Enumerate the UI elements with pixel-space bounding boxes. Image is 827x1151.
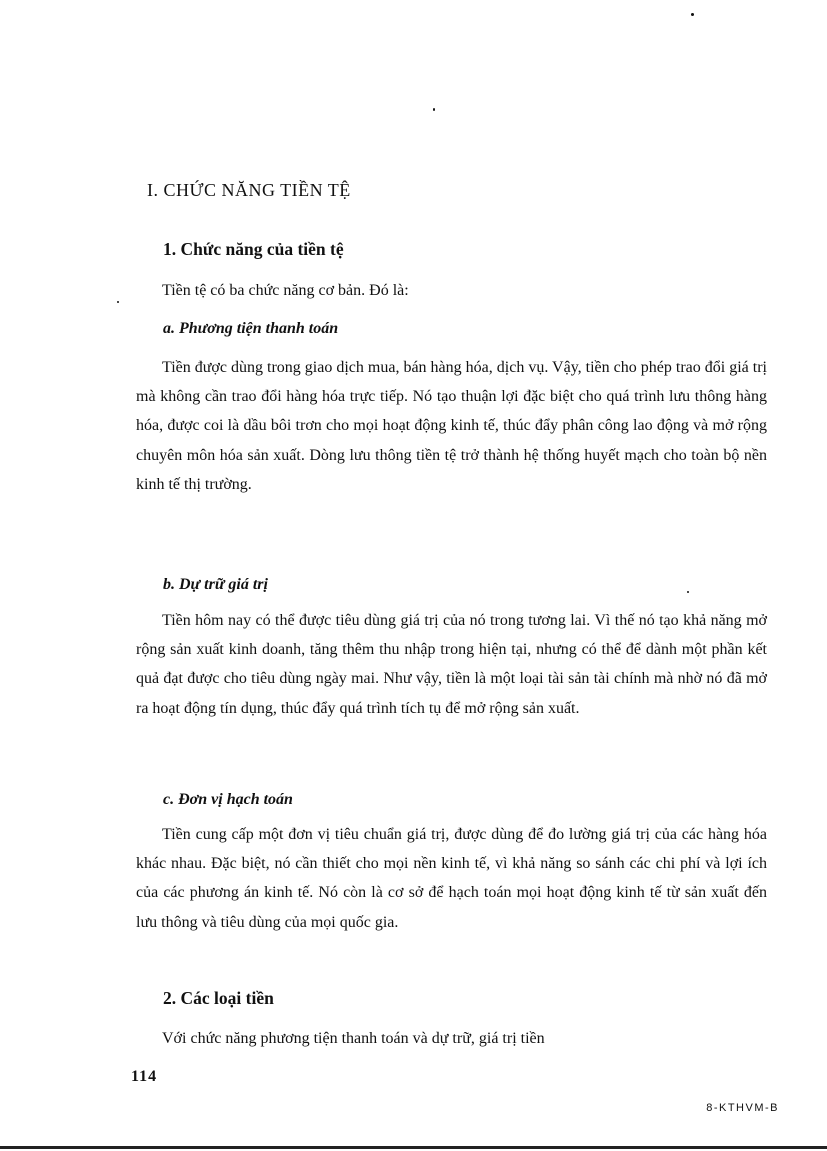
scan-speck bbox=[433, 108, 435, 111]
intro-text: Tiền tệ có ba chức năng cơ bản. Đó là: bbox=[162, 282, 409, 299]
item-b-paragraph: Tiền hôm nay có thể được tiêu dùng giá trị của nó trong tương lai. Vì thế nó tạo khả năng mở rộng sản xuất kinh doanh, tăng thêm thu nhập trong hiện tại, nhưng có thể để dành một phần kết quả đạt được cho tiêu dùng ngày mai. Như vậy, tiền là một loại tài sản tài chính mà nhờ nó đã mở ra hoạt động tín dụng, thúc đẩy quá trình tích tụ để mở rộng sản xuất. bbox=[136, 612, 767, 717]
scan-speck bbox=[691, 13, 694, 16]
footer-signature-code: 8-KTHVM-B bbox=[706, 1102, 779, 1114]
subsection-heading-types: 2. Các loại tiền bbox=[163, 988, 274, 1008]
item-c-heading: c. Đơn vị hạch toán bbox=[163, 791, 293, 808]
section-title: I. CHỨC NĂNG TIỀN TỆ bbox=[147, 180, 351, 200]
item-b-heading: b. Dự trữ giá trị bbox=[163, 576, 268, 593]
item-a-heading: a. Phương tiện thanh toán bbox=[163, 320, 339, 337]
subsection-heading-functions: 1. Chức năng của tiền tệ bbox=[163, 239, 344, 259]
scan-speck bbox=[117, 301, 119, 303]
closing-paragraph: Với chức năng phương tiện thanh toán và dự trữ, giá trị tiền bbox=[162, 1030, 545, 1047]
bottom-scan-edge bbox=[0, 1146, 827, 1149]
item-a-paragraph: Tiền được dùng trong giao dịch mua, bán hàng hóa, dịch vụ. Vậy, tiền cho phép trao đổi giá trị mà không cần trao đổi hàng hóa trực tiếp. Nó tạo thuận lợi đặc biệt cho quá trình lưu thông hàng hóa, được coi là dầu bôi trơn cho mọi hoạt động kinh tế, thúc đẩy phân công lao động và mở rộng chuyên môn hóa sản xuất. Dòng lưu thông tiền tệ trở thành hệ thống huyết mạch cho toàn bộ nền kinh tế thị trường. bbox=[136, 359, 767, 493]
page-number: 114 bbox=[131, 1068, 158, 1085]
scan-speck bbox=[687, 591, 689, 593]
item-c-paragraph: Tiền cung cấp một đơn vị tiêu chuẩn giá trị, được dùng để đo lường giá trị của các hàng hóa khác nhau. Đặc biệt, nó cần thiết cho mọi nền kinh tế, vì khả năng so sánh các chi phí và lợi ích của các phương án kinh tế. Nó còn là cơ sở để hạch toán mọi hoạt động kinh tế từ sản xuất đến lưu thông và tiêu dùng của mọi quốc gia. bbox=[136, 826, 767, 931]
